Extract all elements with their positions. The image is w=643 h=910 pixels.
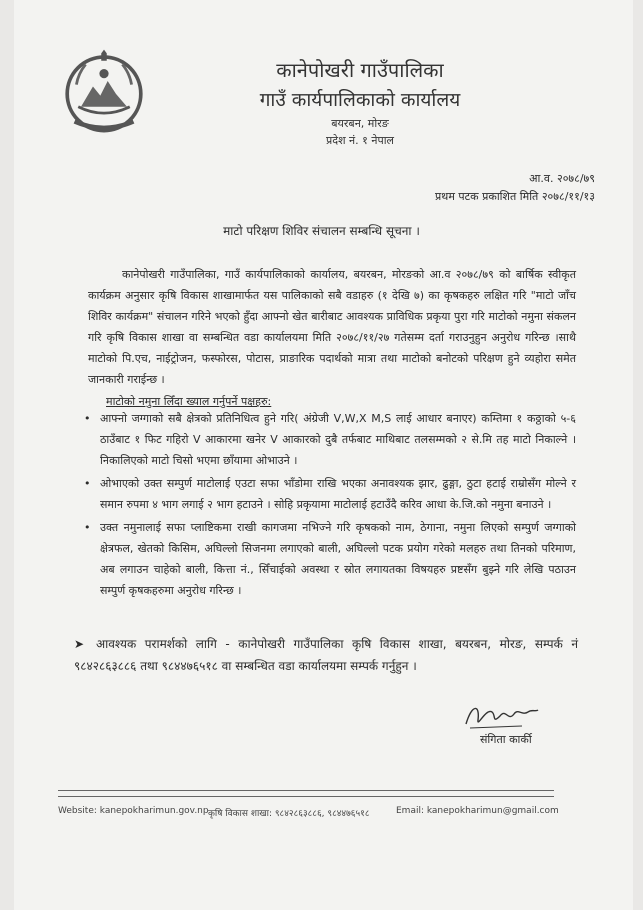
- contact-text: आवश्यक परामर्शको लागि - कानेपोखरी गाउँपालिका कृषि विकास शाखा, बयरबन, मोरङ, सम्पर्क नं ९८४२८६३८८६ तथा ९८४४७६५१८ वा सम्बन्धित वडा कार्यालयमा सम्पर्क गर्नुहुन ।: [74, 637, 578, 673]
- footer-divider: [58, 796, 554, 797]
- body-paragraph: कानेपोखरी गाउँपालिका, गाउँ कार्यपालिकाको कार्यालय, बयरबन, मोरङको आ.व २०७८/७९ को बार्षिक स्वीकृत कार्यक्रम अनुसार कृषि विकास शाखामार्फत यस पालिकाको सबै वडाहरु (१ देखि ७) का कृषकहरु लक्षित गरि "माटो जाँच शिविर कार्यक्रम" संचालन गरिने भएको हुँदा आफ्नो खेत बारीबाट आवश्यक प्राविधिक प्रकृया पुरा गरि माटोको नमुना संकलन गरि कृषि विकास शाखा वा सम्बन्धित वडा कार्यालयमा मिति २०७८/११/२७ गतेसम्म दर्ता गराउनुहुन अनुरोध गरिन्छ ।साथै माटोको पि.एच, नाईट्रोजन, फस्फोरस, पोटास, प्राङारिक पदार्थको मात्रा तथा माटोको बनोटको परिक्षण हुने व्यहोरा समेत जानकारी गराईन्छ ।: [88, 268, 576, 386]
- sampling-heading: माटोको नमुना लिँदा ख्याल गर्नुपर्ने पक्षहरु:: [106, 395, 272, 408]
- contact-note: [74, 633, 578, 677]
- signatory-name: संगिता कार्की: [480, 733, 532, 746]
- sampling-point-3: • उक्त नमुनालाई सफा प्लाष्टिकमा राखी कागजमा नभिज्ने गरि कृषकको नाम, ठेगाना, नमुना लिएको सम्पुर्ण जग्गाको क्षेत्रफल, खेतको किसिम, अघिल्लो सिजनमा लगाएको बाली, अघिल्लो पटक प्रयोग गरेको मलहरु तथा तिनको परिमाण, अब लगाउन चाहेको बाली, कित्ता नं., सिँचाईको अवस्था र स्रोत लगायतका विषयहरु प्रष्टसँग बुझ्ने गरि लेखि पठाउन सम्पुर्ण कृषकहरुमा अनुरोध गरिन्छ ।: [84, 517, 576, 601]
- handwritten-signature-icon: [462, 698, 542, 732]
- office-address: बयरबन, मोरङ: [331, 117, 389, 130]
- footer-divider: [58, 790, 554, 791]
- notice-body: [88, 264, 576, 390]
- nepal-emblem-icon: [58, 46, 150, 138]
- published-date: प्रथम पटक प्रकाशित मिति २०७८/११/१३: [435, 190, 595, 203]
- arrow-right-icon: ➤: [74, 637, 85, 651]
- fiscal-year: आ.व. २०७८/७९: [529, 172, 595, 185]
- sampling-points: [84, 408, 576, 603]
- office-name: गाउँ कार्यपालिकाको कार्यालय: [259, 89, 461, 111]
- notice-subject: माटो परिक्षण शिविर संचालन सम्बन्धि सूचना ।: [223, 224, 420, 238]
- org-name: कानेपोखरी गाउँपालिका: [276, 58, 444, 82]
- footer-website: Website: kanepokharimun.gov.np: [58, 806, 209, 816]
- footer-email: Email: kanepokharimun@gmail.com: [396, 806, 559, 816]
- province: प्रदेश नं. १ नेपाल: [325, 134, 395, 147]
- footer-phone: कृषि विकास शाखा: ९८४२८६३८८६, ९८४४७६५१८: [208, 809, 370, 819]
- sampling-point-2: • ओभाएको उक्त सम्पुर्ण माटोलाई एउटा सफा भाँडोमा राखि भएका अनावश्यक झार, ढुङ्गा, ठुटा हटाई राम्रोसँग मोल्ने र समान रुपमा ४ भाग लगाई २ भाग हटाउने । सोहि प्रकृयामा माटोलाई हटाउँदै करिव आधा के.जि.को नमुना बनाउने ।: [84, 473, 576, 515]
- sampling-point-1: • आफ्नो जग्गाको सबै क्षेत्रको प्रतिनिधित्व हुने गरि( अंग्रेजी V,W,X M,S लाई आधार बनाएर) कम्तिमा १ कठ्ठाको ५-६ ठाउँबाट १ फिट गहिरो V आकारमा खनेर V आकारको दुबै तर्फबाट माथिबाट तलसम्मको २ से.मि तह माटो निकाल्ने । निकालिएको माटो चिसो भएमा छाँयामा ओभाउने ।: [84, 408, 576, 471]
